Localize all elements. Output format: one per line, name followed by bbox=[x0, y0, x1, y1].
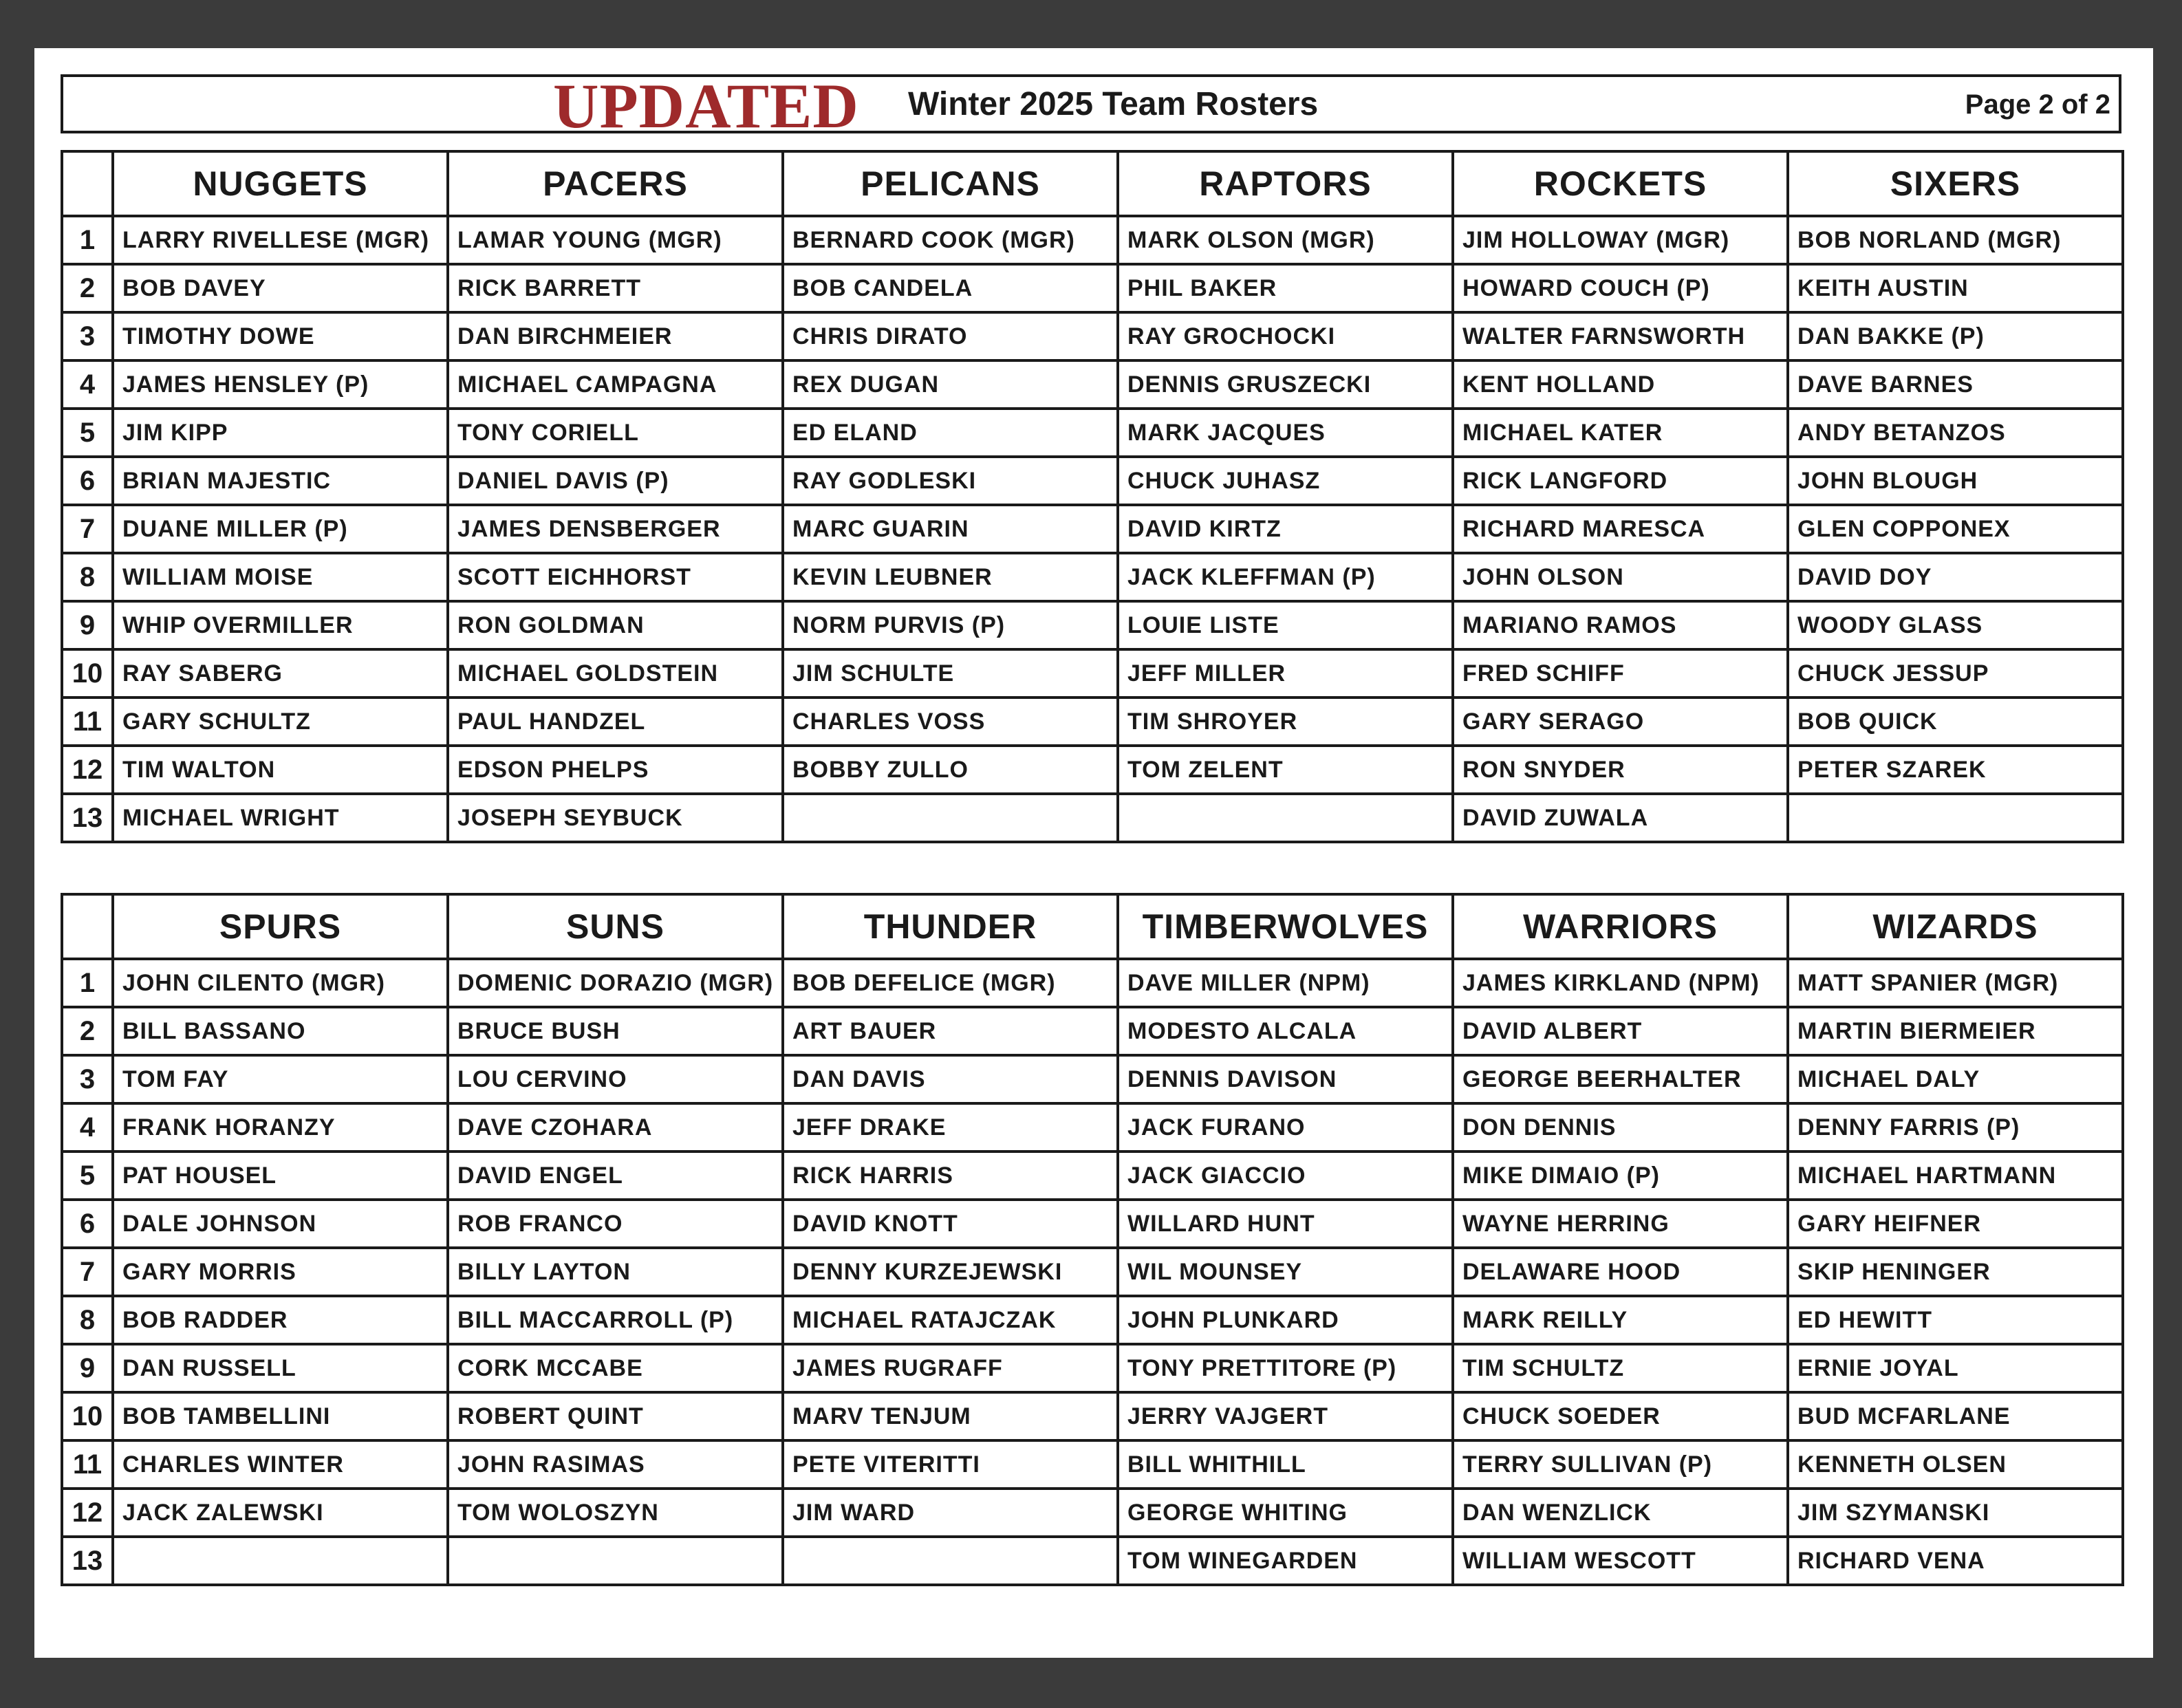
player-cell: MICHAEL RATAJCZAK bbox=[783, 1296, 1118, 1344]
roster-row bbox=[62, 264, 2123, 312]
player-cell: WALTER FARNSWORTH bbox=[1453, 312, 1788, 360]
player-cell: REX DUGAN bbox=[783, 360, 1118, 409]
roster-row bbox=[62, 698, 2123, 746]
roster-row bbox=[62, 1200, 2123, 1248]
player-cell: BRIAN MAJESTIC bbox=[113, 457, 448, 505]
row-number: 5 bbox=[62, 409, 113, 457]
player-cell: BRUCE BUSH bbox=[448, 1007, 783, 1055]
player-cell: DON DENNIS bbox=[1453, 1103, 1788, 1152]
row-number: 7 bbox=[62, 505, 113, 553]
player-cell: JACK KLEFFMAN (P) bbox=[1118, 553, 1453, 601]
player-cell: BOB TAMBELLINI bbox=[113, 1392, 448, 1440]
player-cell: PETE VITERITTI bbox=[783, 1440, 1118, 1489]
player-cell: MARC GUARIN bbox=[783, 505, 1118, 553]
player-cell: BOB CANDELA bbox=[783, 264, 1118, 312]
player-cell: BILLY LAYTON bbox=[448, 1248, 783, 1296]
row-number: 11 bbox=[62, 698, 113, 746]
player-cell: DAVID ENGEL bbox=[448, 1152, 783, 1200]
player-cell: BOB NORLAND (MGR) bbox=[1788, 216, 2123, 264]
player-cell bbox=[1118, 794, 1453, 842]
row-number: 6 bbox=[62, 457, 113, 505]
player-cell: BOB DAVEY bbox=[113, 264, 448, 312]
team-header-row bbox=[62, 151, 2123, 216]
roster-row bbox=[62, 959, 2123, 1007]
player-cell: MODESTO ALCALA bbox=[1118, 1007, 1453, 1055]
player-cell: KENT HOLLAND bbox=[1453, 360, 1788, 409]
row-number: 4 bbox=[62, 360, 113, 409]
player-cell: DENNIS DAVISON bbox=[1118, 1055, 1453, 1103]
player-cell: NORM PURVIS (P) bbox=[783, 601, 1118, 649]
player-cell: RICHARD VENA bbox=[1788, 1537, 2123, 1585]
player-cell: LOUIE LISTE bbox=[1118, 601, 1453, 649]
player-cell: JIM SZYMANSKI bbox=[1788, 1489, 2123, 1537]
team-name-header: NUGGETS bbox=[113, 151, 448, 216]
row-number: 6 bbox=[62, 1200, 113, 1248]
player-cell: EDSON PHELPS bbox=[448, 746, 783, 794]
player-cell: HOWARD COUCH (P) bbox=[1453, 264, 1788, 312]
row-number: 13 bbox=[62, 1537, 113, 1585]
player-cell bbox=[783, 794, 1118, 842]
player-cell: MIKE DIMAIO (P) bbox=[1453, 1152, 1788, 1200]
roster-row bbox=[62, 1152, 2123, 1200]
player-cell: SCOTT EICHHORST bbox=[448, 553, 783, 601]
player-cell: RICK HARRIS bbox=[783, 1152, 1118, 1200]
player-cell: DAVID ZUWALA bbox=[1453, 794, 1788, 842]
row-number: 5 bbox=[62, 1152, 113, 1200]
player-cell: TONY PRETTITORE (P) bbox=[1118, 1344, 1453, 1392]
roster-table-bottom bbox=[61, 893, 2124, 1586]
row-number: 12 bbox=[62, 1489, 113, 1537]
player-cell: TIM SCHULTZ bbox=[1453, 1344, 1788, 1392]
player-cell: JAMES KIRKLAND (NPM) bbox=[1453, 959, 1788, 1007]
player-cell: ROB FRANCO bbox=[448, 1200, 783, 1248]
player-cell: MICHAEL HARTMANN bbox=[1788, 1152, 2123, 1200]
player-cell: BILL BASSANO bbox=[113, 1007, 448, 1055]
player-cell: ANDY BETANZOS bbox=[1788, 409, 2123, 457]
corner-cell bbox=[62, 894, 113, 959]
roster-row bbox=[62, 457, 2123, 505]
player-cell: TONY CORIELL bbox=[448, 409, 783, 457]
player-cell: TOM WOLOSZYN bbox=[448, 1489, 783, 1537]
player-cell: JACK FURANO bbox=[1118, 1103, 1453, 1152]
team-name-header: TIMBERWOLVES bbox=[1118, 894, 1453, 959]
roster-row bbox=[62, 649, 2123, 698]
player-cell: CHRIS DIRATO bbox=[783, 312, 1118, 360]
roster-row bbox=[62, 1055, 2123, 1103]
player-cell: JIM KIPP bbox=[113, 409, 448, 457]
player-cell: MARK OLSON (MGR) bbox=[1118, 216, 1453, 264]
player-cell: WAYNE HERRING bbox=[1453, 1200, 1788, 1248]
player-cell: GEORGE BEERHALTER bbox=[1453, 1055, 1788, 1103]
roster-row bbox=[62, 601, 2123, 649]
player-cell: ROBERT QUINT bbox=[448, 1392, 783, 1440]
row-number: 9 bbox=[62, 1344, 113, 1392]
player-cell: LARRY RIVELLESE (MGR) bbox=[113, 216, 448, 264]
player-cell: DAVE MILLER (NPM) bbox=[1118, 959, 1453, 1007]
roster-row bbox=[62, 312, 2123, 360]
player-cell: DENNIS GRUSZECKI bbox=[1118, 360, 1453, 409]
player-cell: BOB QUICK bbox=[1788, 698, 2123, 746]
player-cell: PAT HOUSEL bbox=[113, 1152, 448, 1200]
roster-row bbox=[62, 360, 2123, 409]
player-cell: RON GOLDMAN bbox=[448, 601, 783, 649]
player-cell: PHIL BAKER bbox=[1118, 264, 1453, 312]
player-cell: BERNARD COOK (MGR) bbox=[783, 216, 1118, 264]
team-name-header: THUNDER bbox=[783, 894, 1118, 959]
player-cell: BILL WHITHILL bbox=[1118, 1440, 1453, 1489]
player-cell: FRED SCHIFF bbox=[1453, 649, 1788, 698]
player-cell: WIL MOUNSEY bbox=[1118, 1248, 1453, 1296]
player-cell: JEFF DRAKE bbox=[783, 1103, 1118, 1152]
title-bar bbox=[61, 71, 2121, 141]
roster-table-top bbox=[61, 150, 2124, 843]
row-number: 8 bbox=[62, 1296, 113, 1344]
row-number: 1 bbox=[62, 959, 113, 1007]
player-cell: KEVIN LEUBNER bbox=[783, 553, 1118, 601]
roster-row bbox=[62, 1103, 2123, 1152]
roster-row bbox=[62, 505, 2123, 553]
player-cell: CHARLES VOSS bbox=[783, 698, 1118, 746]
player-cell: DAVE CZOHARA bbox=[448, 1103, 783, 1152]
team-name-header: ROCKETS bbox=[1453, 151, 1788, 216]
player-cell: WHIP OVERMILLER bbox=[113, 601, 448, 649]
player-cell: RICK BARRETT bbox=[448, 264, 783, 312]
roster-row bbox=[62, 1007, 2123, 1055]
player-cell: JACK GIACCIO bbox=[1118, 1152, 1453, 1200]
row-number: 9 bbox=[62, 601, 113, 649]
page-number: Page 2 of 2 bbox=[1965, 89, 2110, 120]
roster-row bbox=[62, 1489, 2123, 1537]
player-cell: JEFF MILLER bbox=[1118, 649, 1453, 698]
row-number: 7 bbox=[62, 1248, 113, 1296]
player-cell: WILLARD HUNT bbox=[1118, 1200, 1453, 1248]
player-cell: PAUL HANDZEL bbox=[448, 698, 783, 746]
player-cell: JIM HOLLOWAY (MGR) bbox=[1453, 216, 1788, 264]
player-cell: DAVE BARNES bbox=[1788, 360, 2123, 409]
row-number: 11 bbox=[62, 1440, 113, 1489]
player-cell: JIM WARD bbox=[783, 1489, 1118, 1537]
roster-row bbox=[62, 1344, 2123, 1392]
player-cell: DAN BAKKE (P) bbox=[1788, 312, 2123, 360]
team-name-header: WARRIORS bbox=[1453, 894, 1788, 959]
page-title: Winter 2025 Team Rosters bbox=[908, 86, 1319, 122]
player-cell: DUANE MILLER (P) bbox=[113, 505, 448, 553]
player-cell: JERRY VAJGERT bbox=[1118, 1392, 1453, 1440]
player-cell: GLEN COPPONEX bbox=[1788, 505, 2123, 553]
player-cell: CHUCK JESSUP bbox=[1788, 649, 2123, 698]
player-cell: JOSEPH SEYBUCK bbox=[448, 794, 783, 842]
player-cell: ART BAUER bbox=[783, 1007, 1118, 1055]
row-number: 13 bbox=[62, 794, 113, 842]
player-cell: KENNETH OLSEN bbox=[1788, 1440, 2123, 1489]
player-cell: JOHN OLSON bbox=[1453, 553, 1788, 601]
player-cell: TIMOTHY DOWE bbox=[113, 312, 448, 360]
player-cell: MARIANO RAMOS bbox=[1453, 601, 1788, 649]
row-number: 10 bbox=[62, 649, 113, 698]
player-cell: CHUCK JUHASZ bbox=[1118, 457, 1453, 505]
player-cell: TOM WINEGARDEN bbox=[1118, 1537, 1453, 1585]
player-cell: RAY SABERG bbox=[113, 649, 448, 698]
row-number: 1 bbox=[62, 216, 113, 264]
team-header-row bbox=[62, 894, 2123, 959]
player-cell: RICHARD MARESCA bbox=[1453, 505, 1788, 553]
player-cell: JAMES DENSBERGER bbox=[448, 505, 783, 553]
player-cell: BILL MACCARROLL (P) bbox=[448, 1296, 783, 1344]
player-cell bbox=[448, 1537, 783, 1585]
player-cell: CHUCK SOEDER bbox=[1453, 1392, 1788, 1440]
player-cell: JAMES HENSLEY (P) bbox=[113, 360, 448, 409]
player-cell: GARY SCHULTZ bbox=[113, 698, 448, 746]
player-cell: JOHN RASIMAS bbox=[448, 1440, 783, 1489]
player-cell: MARK JACQUES bbox=[1118, 409, 1453, 457]
player-cell: RICK LANGFORD bbox=[1453, 457, 1788, 505]
player-cell: BOB DEFELICE (MGR) bbox=[783, 959, 1118, 1007]
corner-cell bbox=[62, 151, 113, 216]
player-cell: JOHN PLUNKARD bbox=[1118, 1296, 1453, 1344]
row-number: 10 bbox=[62, 1392, 113, 1440]
player-cell: MICHAEL CAMPAGNA bbox=[448, 360, 783, 409]
player-cell: LOU CERVINO bbox=[448, 1055, 783, 1103]
player-cell: WOODY GLASS bbox=[1788, 601, 2123, 649]
roster-row bbox=[62, 216, 2123, 264]
roster-row bbox=[62, 409, 2123, 457]
player-cell: WILLIAM MOISE bbox=[113, 553, 448, 601]
player-cell: DAVID ALBERT bbox=[1453, 1007, 1788, 1055]
row-number: 12 bbox=[62, 746, 113, 794]
team-name-header: SIXERS bbox=[1788, 151, 2123, 216]
player-cell: DAVID KIRTZ bbox=[1118, 505, 1453, 553]
row-number: 2 bbox=[62, 264, 113, 312]
player-cell: BUD MCFARLANE bbox=[1788, 1392, 2123, 1440]
player-cell: RAY GROCHOCKI bbox=[1118, 312, 1453, 360]
team-name-header: SUNS bbox=[448, 894, 783, 959]
roster-row bbox=[62, 1296, 2123, 1344]
player-cell: DENNY KURZEJEWSKI bbox=[783, 1248, 1118, 1296]
roster-row bbox=[62, 746, 2123, 794]
roster-row bbox=[62, 1537, 2123, 1585]
player-cell: MICHAEL DALY bbox=[1788, 1055, 2123, 1103]
player-cell: TIM SHROYER bbox=[1118, 698, 1453, 746]
updated-label: UPDATED bbox=[553, 71, 859, 141]
player-cell: ERNIE JOYAL bbox=[1788, 1344, 2123, 1392]
player-cell: DAVID DOY bbox=[1788, 553, 2123, 601]
team-name-header: PELICANS bbox=[783, 151, 1118, 216]
player-cell bbox=[113, 1537, 448, 1585]
player-cell: LAMAR YOUNG (MGR) bbox=[448, 216, 783, 264]
player-cell: DAN WENZLICK bbox=[1453, 1489, 1788, 1537]
player-cell: MICHAEL WRIGHT bbox=[113, 794, 448, 842]
team-name-header: PACERS bbox=[448, 151, 783, 216]
player-cell: MICHAEL GOLDSTEIN bbox=[448, 649, 783, 698]
player-cell: TOM FAY bbox=[113, 1055, 448, 1103]
player-cell: DAVID KNOTT bbox=[783, 1200, 1118, 1248]
player-cell: KEITH AUSTIN bbox=[1788, 264, 2123, 312]
player-cell: JIM SCHULTE bbox=[783, 649, 1118, 698]
player-cell: DELAWARE HOOD bbox=[1453, 1248, 1788, 1296]
player-cell: JACK ZALEWSKI bbox=[113, 1489, 448, 1537]
player-cell: BOB RADDER bbox=[113, 1296, 448, 1344]
roster-row bbox=[62, 794, 2123, 842]
player-cell bbox=[783, 1537, 1118, 1585]
player-cell: DAN DAVIS bbox=[783, 1055, 1118, 1103]
player-cell: TOM ZELENT bbox=[1118, 746, 1453, 794]
player-cell: JOHN BLOUGH bbox=[1788, 457, 2123, 505]
player-cell: SKIP HENINGER bbox=[1788, 1248, 2123, 1296]
player-cell: DAN BIRCHMEIER bbox=[448, 312, 783, 360]
player-cell: ED ELAND bbox=[783, 409, 1118, 457]
player-cell: RON SNYDER bbox=[1453, 746, 1788, 794]
roster-sheet bbox=[34, 48, 2153, 1658]
player-cell: MARV TENJUM bbox=[783, 1392, 1118, 1440]
player-cell: TIM WALTON bbox=[113, 746, 448, 794]
team-name-header: RAPTORS bbox=[1118, 151, 1453, 216]
row-number: 2 bbox=[62, 1007, 113, 1055]
player-cell: DOMENIC DORAZIO (MGR) bbox=[448, 959, 783, 1007]
player-cell: ED HEWITT bbox=[1788, 1296, 2123, 1344]
row-number: 4 bbox=[62, 1103, 113, 1152]
player-cell: CHARLES WINTER bbox=[113, 1440, 448, 1489]
row-number: 3 bbox=[62, 312, 113, 360]
player-cell: DALE JOHNSON bbox=[113, 1200, 448, 1248]
player-cell: PETER SZAREK bbox=[1788, 746, 2123, 794]
player-cell: DAN RUSSELL bbox=[113, 1344, 448, 1392]
team-name-header: WIZARDS bbox=[1788, 894, 2123, 959]
team-name-header: SPURS bbox=[113, 894, 448, 959]
player-cell: DENNY FARRIS (P) bbox=[1788, 1103, 2123, 1152]
player-cell: JAMES RUGRAFF bbox=[783, 1344, 1118, 1392]
player-cell bbox=[1788, 794, 2123, 842]
player-cell: GEORGE WHITING bbox=[1118, 1489, 1453, 1537]
roster-row bbox=[62, 1248, 2123, 1296]
player-cell: BOBBY ZULLO bbox=[783, 746, 1118, 794]
roster-row bbox=[62, 1440, 2123, 1489]
player-cell: WILLIAM WESCOTT bbox=[1453, 1537, 1788, 1585]
roster-row bbox=[62, 553, 2123, 601]
player-cell: MATT SPANIER (MGR) bbox=[1788, 959, 2123, 1007]
player-cell: GARY SERAGO bbox=[1453, 698, 1788, 746]
player-cell: DANIEL DAVIS (P) bbox=[448, 457, 783, 505]
player-cell: MICHAEL KATER bbox=[1453, 409, 1788, 457]
player-cell: RAY GODLESKI bbox=[783, 457, 1118, 505]
player-cell: GARY MORRIS bbox=[113, 1248, 448, 1296]
player-cell: MARK REILLY bbox=[1453, 1296, 1788, 1344]
row-number: 3 bbox=[62, 1055, 113, 1103]
row-number: 8 bbox=[62, 553, 113, 601]
player-cell: JOHN CILENTO (MGR) bbox=[113, 959, 448, 1007]
player-cell: MARTIN BIERMEIER bbox=[1788, 1007, 2123, 1055]
player-cell: CORK MCCABE bbox=[448, 1344, 783, 1392]
player-cell: FRANK HORANZY bbox=[113, 1103, 448, 1152]
player-cell: TERRY SULLIVAN (P) bbox=[1453, 1440, 1788, 1489]
roster-row bbox=[62, 1392, 2123, 1440]
player-cell: GARY HEIFNER bbox=[1788, 1200, 2123, 1248]
